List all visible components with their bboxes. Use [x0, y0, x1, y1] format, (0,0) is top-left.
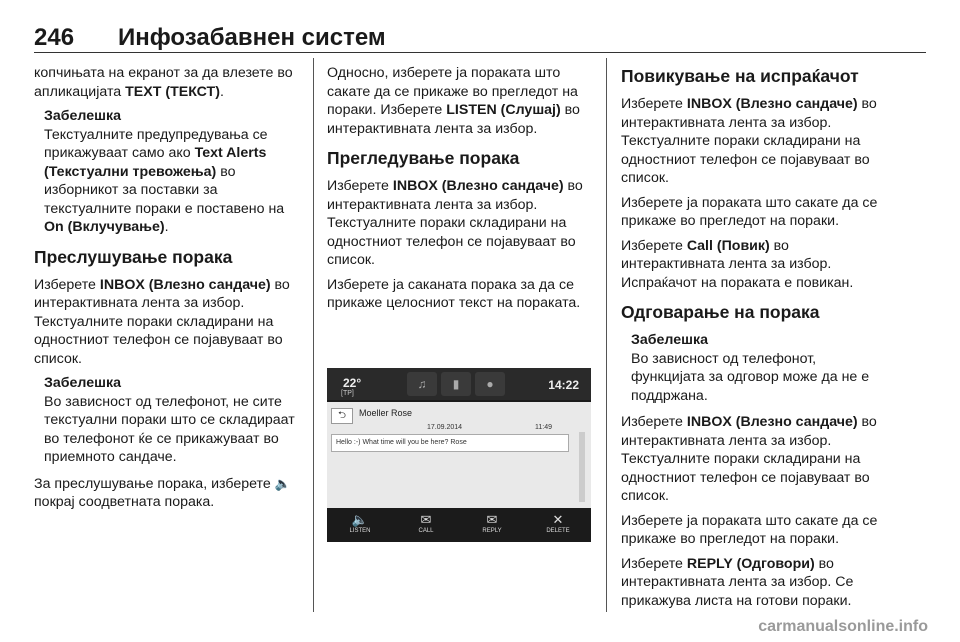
- paragraph: Изберете ја саканата порака за да се прикаже целосниот текст на пораката.: [327, 276, 581, 311]
- note-title: Забелешка: [44, 375, 121, 391]
- tp-indicator: [TP]: [341, 390, 354, 397]
- paragraph: копчињата на екранот за да влезете во апликацијата TEXT (ТЕКСТ).: [34, 65, 293, 100]
- delete-button: ✕ DELETE: [525, 508, 591, 542]
- phone-icon: ▮: [441, 372, 471, 396]
- column-divider: [313, 58, 314, 612]
- reply-button: ✉ REPLY: [459, 508, 525, 542]
- paragraph: Изберете INBOX (Влезно сандаче) во интерактивната лента за избор. Текстуалните пораки складирани на одностниот телефон се појавуваат во список.: [34, 276, 290, 367]
- note-title: Забелешка: [44, 108, 121, 124]
- message-date: 17.09.2014: [427, 424, 463, 431]
- header-rule: [34, 52, 926, 53]
- paragraph: Изберете ја пораката што сакате да се прикаже во прегледот на пораки.: [621, 194, 878, 229]
- paragraph: Изберете ја пораката што сакате да се прикаже во прегледот на пораки.: [621, 512, 878, 547]
- section-heading: Одговарање на порака: [621, 302, 820, 322]
- column-1: [34, 64, 300, 518]
- call-icon: ✉: [420, 512, 432, 527]
- column-3: [621, 64, 889, 616]
- page-title: Инфозабавнен систем: [118, 24, 386, 51]
- sender-name: Moeller Rose: [359, 408, 413, 418]
- paragraph: Изберете INBOX (Влезно сандаче) во интерактивната лента за избор. Текстуалните пораки складирани на одностниот телефон се појавуваат во список.: [621, 96, 877, 186]
- note: [621, 331, 889, 405]
- message-view: [327, 402, 591, 508]
- status-bar: [327, 368, 591, 400]
- note-title: Забелешка: [631, 332, 708, 348]
- paragraph: Односно, изберете ја пораката што сакате да се прикаже во прегледот на пораки. Изберете LISTEN (Слушај) во интерактивната лента за избор.: [327, 65, 580, 137]
- call-button: ✉ CALL: [393, 508, 459, 542]
- page-number: 246: [34, 24, 75, 51]
- infotainment-screenshot: [327, 368, 591, 542]
- paragraph: За преслушување порака, изберете 🔈 покрај соодветната порака.: [34, 475, 291, 510]
- section-heading: Прегледување порака: [327, 148, 520, 168]
- paragraph: Изберете INBOX (Влезно сандаче) во интерактивната лента за избор. Текстуалните пораки складирани на одностниот телефон се појавуваат во список.: [327, 178, 583, 268]
- paragraph: Изберете REPLY (Одговори) во интерактивната лента за избор. Се прикажува листа на готови пораки.: [621, 555, 854, 609]
- reply-icon: ✉: [486, 512, 498, 527]
- app-icons: [407, 372, 509, 396]
- message-text: Hello :-) What time will you be here? Rose: [331, 434, 569, 452]
- note-text: Во зависност од телефонот, не сите текстуални пораки што се складираат во телефонот ќе се прикажуваат во приемното сандаче.: [44, 393, 295, 465]
- section-heading: Повикување на испраќачот: [621, 66, 859, 86]
- paragraph: Изберете INBOX (Влезно сандаче) во интерактивната лента за избор. Текстуалните пораки складирани на одностниот телефон се појавуваат во список.: [621, 414, 877, 504]
- delete-icon: ✕: [552, 512, 564, 527]
- speaker-icon: 🔈: [274, 475, 291, 491]
- note-text: Во зависност од телефонот, функцијата за одговор може да не е поддржана.: [631, 350, 870, 404]
- back-icon: ⮌: [331, 408, 353, 424]
- scrollbar: [579, 432, 585, 502]
- paragraph: Изберете Call (Повик) во интерактивната лента за избор. Испраќачот на пораката е повикан.: [621, 237, 854, 291]
- column-2: [327, 64, 593, 319]
- note: [34, 107, 300, 237]
- page-header: [34, 16, 386, 52]
- info-icon: ●: [475, 372, 505, 396]
- note-text: Текстуалните предупредувања се прикажуваат само ако Text Alerts (Текстуални тревожења) во изборникот за поставки за текстуалните пораки е поставено на On (Вклучување).: [44, 126, 285, 235]
- message-time: 11:49: [535, 424, 552, 431]
- listen-button: 🔈 LISTEN: [327, 508, 393, 542]
- temperature: 22°: [343, 376, 362, 390]
- watermark: carmanualsonline.info: [758, 618, 928, 635]
- music-icon: ♫: [407, 372, 437, 396]
- clock: 14:22: [548, 378, 579, 392]
- section-heading: Преслушување порака: [34, 246, 233, 267]
- speaker-icon: 🔈: [351, 512, 369, 527]
- column-divider: [606, 58, 607, 612]
- note: [34, 374, 300, 467]
- action-bar: [327, 508, 591, 542]
